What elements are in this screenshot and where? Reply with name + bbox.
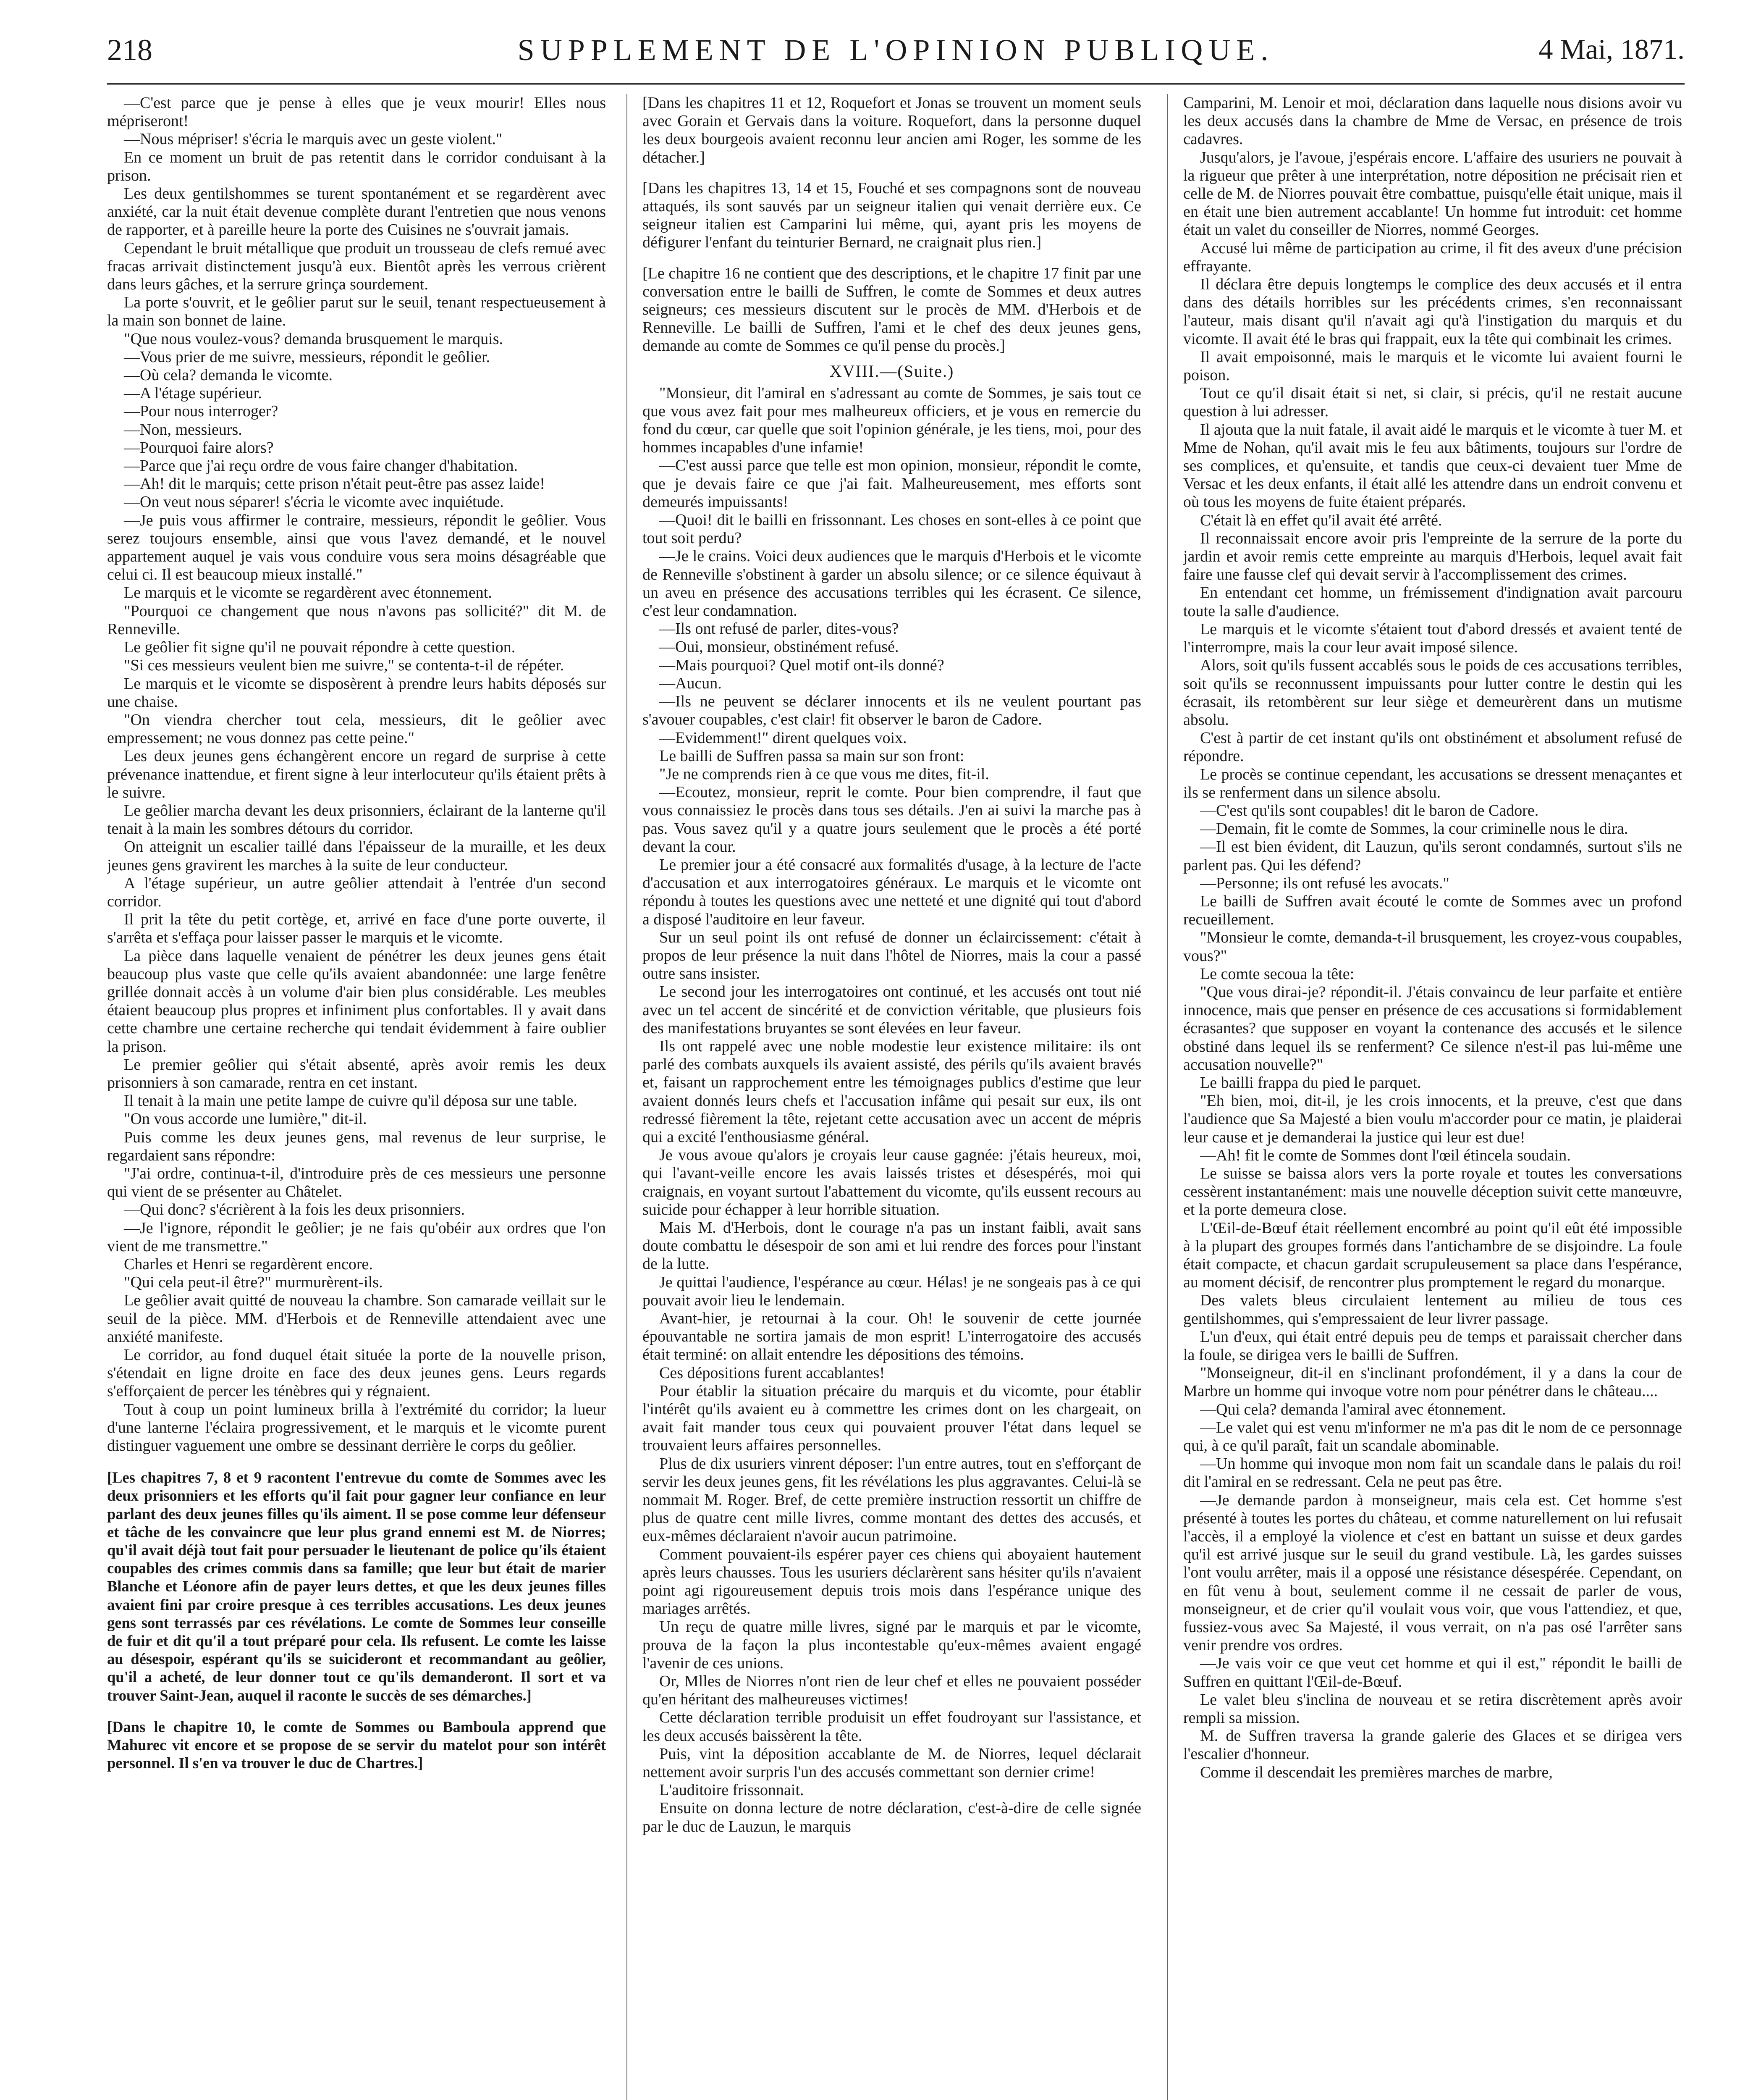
article-paragraph: Je vous avoue qu'alors je croyais leur cause gagnée: j'étais heureux, moi, qui l'avant-veille encore les avais laissés tristes et désespérés, moi qui craignais, en voyant surtout l'abattement du vicomte, qu'ils eussent recours au suicide pour échapper à leur horrible situation. xyxy=(642,1146,1141,1218)
article-paragraph: —Demain, fit le comte de Sommes, la cour criminelle nous le dira. xyxy=(1200,820,1628,838)
article-paragraph: Le procès se continue cependant, les accusations se dressent menaçantes et ils se renferment dans un silence absolu. xyxy=(1183,765,1682,801)
article-paragraph: M. de Suffren traversa la grande galerie des Glaces et se dirigea vers l'escalier d'honneur. xyxy=(1183,1727,1682,1763)
column-2 xyxy=(642,94,1141,2100)
article-paragraph: Puis comme les deux jeunes gens, mal revenus de leur surprise, le regardaient sans répondre: xyxy=(107,1128,606,1164)
article-paragraph: —Pour nous interroger? xyxy=(124,402,278,420)
article-paragraph: A l'étage supérieur, un autre geôlier attendait à l'entrée d'un second corridor. xyxy=(107,874,606,910)
article-paragraph: Le premier jour a été consacré aux formalités d'usage, à la lecture de l'acte d'accusation et aux interrogatoires généraux. Le marquis et le vicomte ont répondu à toutes les questions avec une netteté et une dignité qui tout d'abord a disposé l'auditoire en leur faveur. xyxy=(642,856,1141,928)
article-paragraph: Avant-hier, je retournai à la cour. Oh! le souvenir de cette journée épouvantable ne sortira jamais de mon esprit! L'interrogatoire des accusés était terminé: on allait entendre les dépositions des témoins. xyxy=(642,1310,1141,1364)
header-rule xyxy=(107,83,1685,85)
article-paragraph: Le corridor, au fond duquel était située la porte de la nouvelle prison, s'étendait en ligne droite en face des deux jeunes gens. Leurs regards s'efforçaient de percer les ténèbres qui y régnaient. xyxy=(107,1346,606,1400)
article-paragraph: "J'ai ordre, continua-t-il, d'introduire près de ces messieurs une personne qui vient de se présenter au Châtelet. xyxy=(107,1164,606,1201)
article-paragraph: "Eh bien, moi, dit-il, je les crois innocents, et la preuve, c'est que dans l'audience que Sa Majesté a bien voulu m'accorder pour ce matin, je plaiderai leur cause et je demanderai la justice qui leur est due! xyxy=(1183,1092,1682,1146)
article-paragraph: L'auditoire frissonnait. xyxy=(659,1781,804,1799)
article-paragraph: En entendant cet homme, un frémissement d'indignation avait parcouru toute la salle d'audience. xyxy=(1183,584,1682,620)
article-paragraph: Des valets bleus circulaient lentement au milieu de tous ces gentilshommes, qui s'empressaient de leur livrer passage. xyxy=(1183,1292,1682,1328)
article-paragraph: "Monsieur le comte, demanda-t-il brusquement, les croyez-vous coupables, vous?" xyxy=(1183,929,1682,965)
article-paragraph: —Un homme qui invoque mon nom fait un scandale dans le palais du roi! dit l'amiral en se redressant. Cela ne peut pas être. xyxy=(1183,1455,1682,1491)
article-paragraph: —Je le crains. Voici deux audiences que le marquis d'Herbois et le vicomte de Renneville s'obstinent à garder un absolu silence; or ce silence équivaut à un aveu en présence des accusations terribles qui les écrasent. Ce silence, c'est leur condamnation. xyxy=(642,547,1141,620)
article-paragraph: Le valet bleu s'inclina de nouveau et se retira discrètement après avoir rempli sa mission. xyxy=(1183,1690,1682,1727)
article-paragraph: Il ajouta que la nuit fatale, il avait aidé le marquis et le vicomte à tuer M. et Mme de Nohan, qu'il avait mis le feu aux bâtiments, toujours sur l'ordre de ses complices, et qu'ensuite, et tandis que ceux-ci devaient tuer Mme de Versac et les deux enfants, il était allé les attendre dans un endroit convenu et où tous les moyens de fuite étaient préparés. xyxy=(1183,420,1682,511)
article-paragraph: —Je puis vous affirmer le contraire, messieurs, répondit le geôlier. Vous serez toujours ensemble, ainsi que vous l'avez demandé, et le nouvel appartement auquel je vais vous conduire vous sera moins désagréable que celui ci. Il est beaucoup mieux installé." xyxy=(107,511,606,584)
article-paragraph: —C'est aussi parce que telle est mon opinion, monsieur, répondit le comte, que je devais faire ce que j'ai fait. Malheureusement, mes efforts sont demeurés impuissants! xyxy=(642,457,1141,511)
article-paragraph: Camparini, M. Lenoir et moi, déclaration dans laquelle nous disions avoir vu les deux accusés dans la chambre de Mme de Versac, en présence de trois cadavres. xyxy=(1183,94,1682,148)
article-paragraph: La porte s'ouvrit, et le geôlier parut sur le seuil, tenant respectueusement à la main son bonnet de laine. xyxy=(107,294,606,330)
article-paragraph: —Pourquoi faire alors? xyxy=(124,438,274,457)
article-paragraph: Sur un seul point ils ont refusé de donner un éclaircissement: c'était à propos de leur présence la nuit dans l'hôtel de Niorres, mais la cour a passé outre sans insister. xyxy=(642,928,1141,983)
article-paragraph: "Si ces messieurs veulent bien me suivre," se contenta-t-il de répéter. xyxy=(124,656,564,675)
article-paragraph: —Ils ne peuvent se déclarer innocents et ils ne veulent pourtant pas s'avouer coupables, c'est clair! fit observer le baron de Cadore. xyxy=(642,693,1141,729)
article-paragraph: —Ah! fit le comte de Sommes dont l'œil étincela soudain. xyxy=(1200,1146,1571,1164)
article-paragraph: Mais M. d'Herbois, dont le courage n'a pas un instant faibli, avait sans doute combattu le désespoir de son ami et lui rendre des forces pour l'instant de la lutte. xyxy=(642,1218,1141,1273)
article-paragraph: Les deux jeunes gens échangèrent encore un regard de surprise à cette prévenance inattendue, et firent signe à leur interlocuteur qu'ils étaient prêts à le suivre. xyxy=(107,747,606,801)
page-number: 218 xyxy=(107,33,152,67)
article-paragraph: —C'est parce que je pense à elles que je veux mourir! Elles nous mépriseront! xyxy=(107,94,606,130)
article-paragraph: Le marquis et le vicomte se regardèrent avec étonnement. xyxy=(124,584,492,602)
article-paragraph: —A l'étage supérieur. xyxy=(124,384,262,402)
article-paragraph: C'était là en effet qu'il avait été arrêté. xyxy=(1200,511,1442,529)
article-paragraph: —Ah! dit le marquis; cette prison n'était peut-être pas assez laide! xyxy=(124,475,545,493)
article-paragraph: L'un d'eux, qui était entré depuis peu de temps et paraissait chercher dans la foule, se dirigea vers le bailli de Suffren. xyxy=(1183,1328,1682,1364)
chapter-summary: [Le chapitre 16 ne contient que des descriptions, et le chapitre 17 finit par une conversation entre le bailli de Suffren, le comte de Sommes et deux autres seigneurs; ces messieurs discutent sur le procès de MM. d'Herbois et de Renneville. Le bailli de Suffren, l'ami et le chef des deux jeunes gens, demande au comte de Sommes ce qu'il pense du procès.] xyxy=(642,264,1141,355)
article-paragraph: "Que vous dirai-je? répondit-il. J'étais convaincu de leur parfaite et entière innocence, mais que penser en présence de ces accusations si formidablement écrasantes? que supposer en voyant la contenance des accusés et le silence obstiné dans lequel ils se renferment? Ce silence n'est-il pas lui-même une accusation nouvelle?" xyxy=(1183,983,1682,1074)
article-paragraph: —Où cela? demanda le vicomte. xyxy=(124,366,333,384)
article-paragraph: Comme il descendait les premières marches de marbre, xyxy=(1200,1763,1553,1781)
article-paragraph: —Il est bien évident, dit Lauzun, qu'ils seront condamnés, surtout s'ils ne parlent pas. Qui les défend? xyxy=(1183,838,1682,874)
page-header xyxy=(107,33,1685,83)
article-paragraph: —Aucun. xyxy=(659,674,722,692)
chapter-summary: [Les chapitres 7, 8 et 9 racontent l'entrevue du comte de Sommes avec les deux prisonniers et les efforts qu'il fait pour gagner leur confiance en leur parlant des deux jeunes filles qu'ils aiment. Il se pose comme leur défenseur et tâche de les convaincre que leur plus grand ennemi est M. de Niorres; qu'il avait déjà tout fait pour persuader le lieutenant de police qu'ils étaient coupables des crimes commis dans sa famille; que leur but était de marier Blanche et Léonore afin de payer leurs dettes, et que les deux jeunes filles avaient fini par croire presque à ces terribles accusations. Les deux jeunes gens sont terrassés par ces révélations. Le comte de Sommes leur conseille de fuir et dit qu'il a tout préparé pour cela. Ils refusent. Le comte les laisse au désespoir, espérant qu'ils se suicideront et recommandant au geôlier, qu'il a acheté, de leur donner tout ce qu'ils demanderont. Il sort et va trouver Saint-Jean, auquel il raconte le succès de ses démarches.] xyxy=(107,1469,606,1704)
article-paragraph: Alors, soit qu'ils fussent accablés sous le poids de ces accusations terribles, soit qu'ils se reconnussent impuissants pour lutter contre le destin qui les écrasait, ils retombèrent sur leur siège et demeurèrent dans un mutisme absolu. xyxy=(1183,656,1682,729)
article-paragraph: "Monsieur, dit l'amiral en s'adressant au comte de Sommes, je sais tout ce que vous avez fait pour mes malheureux officiers, et je vous en remercie du fond du cœur, car quelle que soit l'opinion générale, je les tiens, moi, pour des hommes incapables d'une infamie! xyxy=(642,384,1141,457)
article-paragraph: Je quittai l'audience, l'espérance au cœur. Hélas! je ne songeais pas à ce qui pouvait avoir lieu le lendemain. xyxy=(642,1273,1141,1309)
article-paragraph: "On viendra chercher tout cela, messieurs, dit le geôlier avec empressement; ne vous donnez pas cette peine." xyxy=(107,711,606,747)
article-paragraph: Jusqu'alors, je l'avoue, j'espérais encore. L'affaire des usuriers ne pouvait à la rigueur que prêter à une interprétation, notre déposition ne précisait rien et celle de M. de Niorres pouvait être combattue, puisqu'elle était unique, mais il en était une bien autrement accablante! Un homme fut introduit: cet homme était un valet du conseiller de Niorres, nommé Georges. xyxy=(1183,148,1682,239)
article-paragraph: Cette déclaration terrible produisit un effet foudroyant sur l'assistance, et les deux accusés baissèrent la tête. xyxy=(642,1709,1141,1745)
article-paragraph: Le premier geôlier qui s'était absenté, après avoir remis les deux prisonniers à son camarade, rentra en cet instant. xyxy=(107,1055,606,1092)
article-paragraph: Puis, vint la déposition accablante de M. de Niorres, lequel déclarait nettement avoir surpris l'un des accusés commettant son dernier crime! xyxy=(642,1745,1141,1781)
article-paragraph: —Le valet qui est venu m'informer ne m'a pas dit le nom de ce personnage qui, à ce qu'il paraît, fait un scandale abominable. xyxy=(1183,1418,1682,1455)
article-paragraph: —Non, messieurs. xyxy=(124,420,242,438)
article-paragraph: Le geôlier avait quitté de nouveau la chambre. Son camarade veillait sur le seuil de la pièce. MM. d'Herbois et de Renneville attendaient avec une anxiété manifeste. xyxy=(107,1292,606,1346)
article-paragraph: Ces dépositions furent accablantes! xyxy=(659,1364,885,1382)
article-paragraph: —C'est qu'ils sont coupables! dit le baron de Cadore. xyxy=(1200,801,1539,819)
article-paragraph: Plus de dix usuriers vinrent déposer: l'un entre autres, tout en s'efforçant de servir les deux jeunes gens, fit les révélations les plus aggravantes. Celui-là se nommait M. Roger. Bref, de cette première instruction ressortit un chiffre de plus de quatre cent mille livres, comme montant des dettes des accusés, et eux-mêmes déclaraient n'avoir aucun patrimoine. xyxy=(642,1454,1141,1545)
article-paragraph: Cependant le bruit métallique que produit un trousseau de clefs remué avec fracas arrivait distinctement jusqu'à eux. Bientôt après les verrous crièrent dans leurs gâches, et la serrure grinça sourdement. xyxy=(107,239,606,294)
chapter-summary: [Dans le chapitre 10, le comte de Sommes ou Bamboula apprend que Mahurec vit encore et se propose de se servir du matelot pour son intérêt personnel. Il s'en va trouver le duc de Chartres.] xyxy=(107,1718,606,1772)
article-paragraph: Le bailli frappa du pied le parquet. xyxy=(1200,1074,1421,1092)
article-paragraph: —Je l'ignore, répondit le geôlier; je ne fais qu'obéir aux ordres que l'on vient de me transmettre." xyxy=(107,1219,606,1255)
article-paragraph: Tout ce qu'il disait était si net, si clair, si précis, qu'il ne restait aucune question à lui adresser. xyxy=(1183,384,1682,420)
chapter-summary: [Dans les chapitres 13, 14 et 15, Fouché et ses compagnons sont de nouveau attaqués, ils sont sauvés par un seigneur italien qui venait derrière eux. Ce seigneur italien est Camparini lui même, qui, ayant pris les moyens de défigurer l'enfant du teinturier Bernard, ne craignait plus rien.] xyxy=(642,179,1141,252)
article-paragraph: "Pourquoi ce changement que nous n'avons pas sollicité?" dit M. de Renneville. xyxy=(107,602,606,638)
article-paragraph: Le second jour les interrogatoires ont continué, et les accusés ont tout nié avec un tel accent de sincérité et de conviction véritable, que plusieurs fois des manifestations bruyantes se sont élevées en leur faveur. xyxy=(642,983,1141,1037)
article-paragraph: "Qui cela peut-il être?" murmurèrent-ils. xyxy=(124,1273,383,1292)
article-paragraph: Il tenait à la main une petite lampe de cuivre qu'il déposa sur une table. xyxy=(124,1092,577,1110)
article-paragraph: Il prit la tête du petit cortège, et, arrivé en face d'une porte ouverte, il s'arrêta et s'effaça pour laisser passer le marquis et le vicomte. xyxy=(107,911,606,947)
article-paragraph: L'Œil-de-Bœuf était réellement encombré au point qu'il eût été impossible à la plupart des groupes formés dans l'antichambre de se disjoindre. La foule était compacte, et chacun gardait scrupuleusement sa place dans l'espérance, au moment décisif, de rencontrer plus promptement le regard du monarque. xyxy=(1183,1219,1682,1292)
article-paragraph: —Evidemment!" dirent quelques voix. xyxy=(659,729,907,747)
article-paragraph: "On vous accorde une lumière," dit-il. xyxy=(124,1110,367,1128)
article-paragraph: —Vous prier de me suivre, messieurs, répondit le geôlier. xyxy=(124,348,490,366)
article-paragraph: Il déclara être depuis longtemps le complice des deux accusés et il entra dans des détails horribles sur les précédents crimes, s'en reconnaissant l'auteur, mais disant qu'il n'avait agi qu'à l'instigation du marquis et du vicomte. Il avait été le bras qui frappait, eux la tête qui combinait les crimes. xyxy=(1183,276,1682,348)
article-paragraph: "Que nous voulez-vous? demanda brusquement le marquis. xyxy=(124,330,503,348)
article-paragraph: —Quoi! dit le bailli en frissonnant. Les choses en sont-elles à ce point que tout soit perdu? xyxy=(642,511,1141,547)
article-paragraph: Or, Mlles de Niorres n'ont rien de leur chef et elles ne pouvaient posséder qu'en héritant des malheureuses victimes! xyxy=(642,1672,1141,1709)
article-paragraph: —Je vais voir ce que veut cet homme et qui il est," répondit le bailli de Suffren en quittant l'Œil-de-Bœuf. xyxy=(1183,1654,1682,1690)
article-paragraph: Le geôlier marcha devant les deux prisonniers, éclairant de la lanterne qu'il tenait à la main les sombres détours du corridor. xyxy=(107,801,606,838)
article-paragraph: —Je demande pardon à monseigneur, mais cela est. Cet homme s'est présenté à toutes les portes du château, et comme naturellement on lui refusait l'accès, il a employé la violence et c'est en battant un suisse et deux gardes qu'il est arrivé jusque sur le seuil du grand vestibule. Là, les gardes suisses l'ont voulu arrêter, mais il a opposé une résistance désespérée. Cependant, on en fût venu à bout, seulement comme il ne cessait de parler de vous, monseigneur, et de crier qu'il voulait vous voir, que vous l'attendiez, et que, fussiez-vous avec Sa Majesté, il vous verrait, on n'a pas osé l'arrêter sans venir prendre vos ordres. xyxy=(1183,1491,1682,1654)
newspaper-title: SUPPLEMENT DE L'OPINION PUBLIQUE. xyxy=(517,33,1274,67)
article-paragraph: Tout à coup un point lumineux brilla à l'extrémité du corridor; la lueur d'une lanterne l'éclaira progressivement, et le marquis et le vicomte purent distinguer vaguement une ombre se dessinant derrière le corps du geôlier. xyxy=(107,1400,606,1455)
article-paragraph: —Qui donc? s'écrièrent à la fois les deux prisonniers. xyxy=(124,1201,465,1219)
article-paragraph: Accusé lui même de participation au crime, il fit des aveux d'une précision effrayante. xyxy=(1183,239,1682,275)
article-paragraph: Le bailli de Suffren passa sa main sur son front: xyxy=(659,747,964,765)
column-1 xyxy=(107,94,606,2100)
article-paragraph: C'est à partir de cet instant qu'ils ont obstinément et absolument refusé de répondre. xyxy=(1183,729,1682,765)
chapter-heading: XVIII.—(Suite.) xyxy=(829,361,954,381)
chapter-summary: [Dans les chapitres 11 et 12, Roquefort et Jonas se trouvent un moment seuls avec Gorain et Gervais dans la voiture. Roquefort, dans la personne duquel les deux bourgeois avaient reconnu leur ancien ami Roger, les somme de les détacher.] xyxy=(642,94,1141,166)
article-paragraph: Le bailli de Suffren avait écouté le comte de Sommes avec un profond recueillement. xyxy=(1183,892,1682,929)
article-paragraph: Ensuite on donna lecture de notre déclaration, c'est-à-dire de celle signée par le duc de Lauzun, le marquis xyxy=(642,1799,1141,1835)
article-paragraph: "Monseigneur, dit-il en s'inclinant profondément, il y a dans la cour de Marbre un homme qui invoque votre nom pour pénétrer dans le château.... xyxy=(1183,1364,1682,1400)
article-paragraph: Le geôlier fit signe qu'il ne pouvait répondre à cette question. xyxy=(124,638,516,656)
article-paragraph: —Oui, monsieur, obstinément refusé. xyxy=(659,638,899,656)
column-3 xyxy=(1183,94,1682,2100)
article-paragraph: —On veut nous séparer! s'écria le vicomte avec inquiétude. xyxy=(124,493,504,511)
article-paragraph: Comment pouvaient-ils espérer payer ces chiens qui aboyaient hautement après leurs chausses. Tous les usuriers déclarèrent sans hésiter qu'ils n'avaient point agi rigoureusement depuis trois mois dans l'espérance unique des mariages arrêtés. xyxy=(642,1545,1141,1618)
article-paragraph: Il avait empoisonné, mais le marquis et le vicomte lui avaient fourni le poison. xyxy=(1183,348,1682,384)
article-paragraph: Les deux gentilshommes se turent spontanément et se regardèrent avec anxiété, car la nuit était devenue complète durant l'entretien que nous venons de rapporter, et à pareille heure la porte des Cuisines ne s'ouvrait jamais. xyxy=(107,185,606,239)
article-paragraph: Il reconnaissait encore avoir pris l'empreinte de la serrure de la porte du jardin et avoir remis cette empreinte au marquis d'Herbois, lequel avait fait faire une fausse clef qui devait servir à l'accomplissement des crimes. xyxy=(1183,529,1682,584)
article-paragraph: Le marquis et le vicomte se disposèrent à prendre leurs habits déposés sur une chaise. xyxy=(107,675,606,711)
article-paragraph: Le marquis et le vicomte s'étaient tout d'abord dressés et avaient tenté de l'interrompre, mais la cour leur avait imposé silence. xyxy=(1183,620,1682,656)
article-paragraph: En ce moment un bruit de pas retentit dans le corridor conduisant à la prison. xyxy=(107,148,606,184)
column-divider xyxy=(1167,94,1168,2100)
article-paragraph: —Ils ont refusé de parler, dites-vous? xyxy=(659,620,899,638)
article-paragraph: —Qui cela? demanda l'amiral avec étonnement. xyxy=(1200,1400,1506,1418)
column-divider xyxy=(626,94,627,2100)
article-paragraph: Pour établir la situation précaire du marquis et du vicomte, pour établir l'intérêt qu'ils avaient eu à commettre les crimes dont on les chargeait, on avait fait mander tous ceux qui pouvaient prouver l'état dans lequel se trouvaient leurs affaires personnelles. xyxy=(642,1382,1141,1454)
article-paragraph: Charles et Henri se regardèrent encore. xyxy=(124,1255,373,1273)
article-paragraph: La pièce dans laquelle venaient de pénétrer les deux jeunes gens était beaucoup plus vaste que celle qu'ils avaient abandonnée: une large fenêtre grillée donnait accès à un volume d'air bien plus considérable. Les meubles étaient beaucoup plus propres et infiniment plus confortables. Il y avait dans cette chambre une certaine recherche qui tendait évidemment à faire oublier la prison. xyxy=(107,947,606,1055)
article-paragraph: "Je ne comprends rien à ce que vous me dites, fit-il. xyxy=(659,765,989,783)
article-paragraph: Le comte secoua la tête: xyxy=(1200,965,1355,983)
article-paragraph: —Parce que j'ai reçu ordre de vous faire changer d'habitation. xyxy=(124,457,518,475)
article-paragraph: Un reçu de quatre mille livres, signé par le marquis et par le vicomte, prouva de la façon la plus incontestable qu'eux-mêmes avaient engagé l'avenir de ces unions. xyxy=(642,1618,1141,1672)
issue-date: 4 Mai, 1871. xyxy=(1538,33,1685,65)
article-paragraph: Ils ont rappelé avec une noble modestie leur existence militaire: ils ont parlé des combats auxquels ils avaient assisté, des périls qu'ils avaient bravés et, faisant un rapprochement entre les témoignages publics d'estime que leur avaient donnés leurs chefs et l'accusation infâme qui pesait sur eux, ils ont redressé fièrement la tête, rejetant cette accusation avec un accent de mépris qui a excité l'enthousiasme général. xyxy=(642,1037,1141,1146)
article-paragraph: —Ecoutez, monsieur, reprit le comte. Pour bien comprendre, il faut que vous connaissiez le procès dans tous ses détails. J'en ai suivi la marche pas à pas. Vous savez qu'il y a quatre jours seulement que le procès a été porté devant la cour. xyxy=(642,783,1141,856)
article-paragraph: On atteignit un escalier taillé dans l'épaisseur de la muraille, et les deux jeunes gens gravirent les marches à la suite de leur conducteur. xyxy=(107,838,606,874)
article-paragraph: —Nous mépriser! s'écria le marquis avec un geste violent." xyxy=(124,130,503,148)
article-paragraph: —Personne; ils ont refusé les avocats." xyxy=(1200,874,1449,892)
article-paragraph: Le suisse se baissa alors vers la porte royale et toutes les conversations cessèrent instantanément: mais une nouvelle déception suivit cette manœuvre, et la porte demeura close. xyxy=(1183,1164,1682,1219)
article-paragraph: —Mais pourquoi? Quel motif ont-ils donné? xyxy=(659,656,944,674)
